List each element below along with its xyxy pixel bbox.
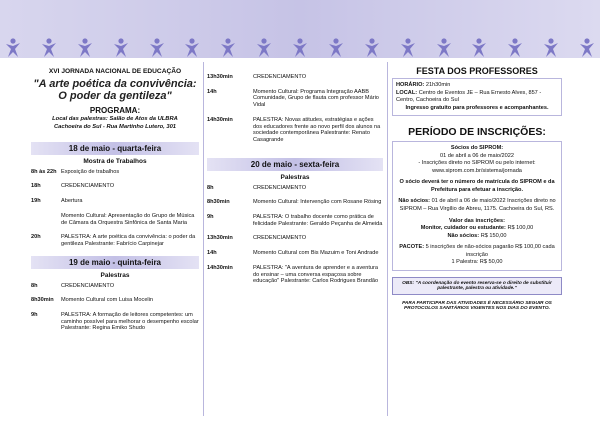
- schedule-time: 8h: [207, 184, 214, 191]
- schedule-item: [31, 169, 199, 176]
- schedule-desc: PALESTRA: "A aventura de aprender e a aventura do ensinar – uma conversa espaçosa sobre educação" Palestrante: Carlos Rodrigues Brandão: [253, 264, 379, 285]
- schedule-item: [207, 74, 383, 81]
- ingresso-note: Ingresso gratuito para professores e acompanhantes.: [405, 104, 549, 111]
- person-figure-icon: [4, 38, 22, 58]
- person-figure-icon: [219, 38, 237, 58]
- schedule-item: [31, 213, 199, 226]
- person-figure-icon: [578, 38, 596, 58]
- schedule-desc: CREDENCIAMENTO: [61, 282, 115, 289]
- person-figure-icon: [183, 38, 201, 58]
- schedule-item: [31, 283, 199, 290]
- schedule-desc: PALESTRA: A formação de leitores competentes: um caminho possível para melhorar o desempenho escolar Palestrante: Regina Emiko Shudo: [61, 312, 199, 332]
- schedule-item: [207, 235, 383, 242]
- schedule-desc: Momento Cultural: Intervenção com Rosane Rösing: [253, 199, 382, 206]
- column-2: [207, 62, 383, 418]
- person-figure-icon: [40, 38, 58, 58]
- day-header: 18 de maio - quarta-feira: [31, 142, 199, 155]
- column-1: [31, 62, 199, 418]
- schedule-desc: Momento Cultural: Programa Integração AABB Comunidade, Grupo de flauta com professor Mário Vidal: [253, 88, 379, 109]
- schedule-time: 13h30min: [207, 235, 233, 242]
- person-figure-icon: [112, 38, 130, 58]
- inscricoes-box: Sócios do SIPROM: 01 de abril a 06 de maio/2022 - Inscrições direto no SIPROM ou pelo internet: www.siprom.com.br/sistema/jornada O sócio deverá ter o número de matrícula do SIPROM e da Prefeitura para efetuar a inscrição. Não sócios: 01 de abril a 06 de maio/2022 Inscrições direto no SIPROM – Rua Virgílio de Abreu, 1175. Cachoeira do Sul, RS. Valor das inscrições: Monitor, cuidador ou estudante: R$ 100,00 Não sócios: R$ 150,00 PACOTE: 5 inscrições de não-sócios pagarão R$ 100,00 cada inscrição 1 Palestra: R$ 50,00: [392, 141, 562, 271]
- day-subtitle: Palestras: [280, 173, 310, 181]
- schedule-item: [207, 214, 383, 227]
- person-figure-icon: [148, 38, 166, 58]
- person-figure-icon: [291, 38, 309, 58]
- person-figure-icon: [255, 38, 273, 58]
- footer-note: PARA PARTICIPAR DAS ATIVIDADES É NECESSÁRIO SEGUIR OS PROTOCOLOS SANITÁRIOS VIGENTES NOS DIAS DO EVENTO.: [402, 300, 552, 311]
- person-figure-icon: [399, 38, 417, 58]
- column-divider: [203, 62, 204, 416]
- schedule-item: [207, 89, 383, 109]
- person-figure-icon: [363, 38, 381, 58]
- schedule-item: [207, 199, 383, 206]
- person-figure-icon: [327, 38, 345, 58]
- day-subtitle: Palestras: [100, 271, 130, 279]
- schedule-list: [31, 169, 199, 248]
- schedule-item: [31, 297, 199, 304]
- person-figure-icon: [435, 38, 453, 58]
- schedule-item: [207, 250, 383, 257]
- festa-box: HORÁRIO: 21h30min LOCAL: Centro de Eventos JE – Rua Ernesto Alves, 857 - Centro, Cachoeira do Sul Ingresso gratuito para professores e acompanhantes.: [392, 78, 562, 116]
- schedule-desc: CREDENCIAMENTO: [253, 235, 307, 242]
- schedule-item: [31, 198, 199, 205]
- schedule-time: 8h: [31, 282, 38, 289]
- schedule-item: [31, 183, 199, 190]
- schedule-desc: PALESTRA: Novas atitudes, estratégias e ações dos educadores frente ao novo perfil dos alunos na sociedade contemporânea Palestrante: Renato Casagrande: [253, 116, 381, 143]
- day-header: 19 de maio - quinta-feira: [31, 256, 199, 269]
- obs-note: OBS: "A coordenação do evento reserva-se o direito de substituir palestrante, palestra ou atividade.": [392, 277, 562, 295]
- person-figure-icon: [470, 38, 488, 58]
- day-header: 20 de maio - sexta-feira: [207, 158, 383, 171]
- schedule-desc: Momento Cultural: Apresentação do Grupo de Música de Câmara da Orquestra Sinfônica de Santa Maria: [61, 212, 195, 226]
- schedule-desc: Momento Cultural com Bis Mazuim e Toni Andrade: [253, 250, 379, 257]
- schedule-time: 8h30min: [207, 199, 230, 206]
- schedule-desc: PALESTRA: A arte poética da convivência: o poder da gentileza Palestrante: Fabrício Carpinejar: [61, 234, 196, 247]
- person-figure-icon: [76, 38, 94, 58]
- column-3: [392, 62, 562, 418]
- schedule-time: 14h30min: [207, 264, 233, 271]
- schedule-time: 18h: [31, 183, 41, 190]
- schedule-item: [31, 234, 199, 247]
- schedule-desc: Momento Cultural com Luisa Mocelin: [61, 297, 154, 304]
- schedule-list: [31, 283, 199, 333]
- schedule-item: [207, 117, 383, 144]
- schedule-desc: Abertura: [61, 198, 83, 205]
- event-title: XVI JORNADA NACIONAL DE EDUCAÇÃO: [48, 68, 182, 75]
- schedule-item: [207, 265, 383, 285]
- schedule-item: [31, 312, 199, 332]
- tagline: "A arte poética da convivência: O poder da gentileza": [33, 77, 197, 102]
- schedule-desc: PALESTRA: O trabalho docente como prática de felicidade Palestrante: Geraldo Peçanha de Almeida: [253, 214, 383, 227]
- people-figures-row: [4, 38, 596, 60]
- schedule-list: [207, 74, 383, 144]
- schedule-desc: Exposição de trabalhos: [61, 168, 120, 175]
- person-figure-icon: [542, 38, 560, 58]
- schedule-time: 9h: [31, 312, 38, 319]
- schedule-time: 9h: [207, 214, 214, 221]
- schedule-time: 14h: [207, 250, 217, 257]
- schedule-time: 8h30min: [31, 297, 54, 304]
- schedule-time: 14h30min: [207, 116, 233, 123]
- schedule-desc: CREDENCIAMENTO: [253, 74, 307, 80]
- schedule-time: 8h às 22h: [31, 168, 57, 175]
- schedule-list: [207, 185, 383, 285]
- schedule-time: 19h: [31, 198, 41, 205]
- schedule-time: 13h30min: [207, 74, 233, 80]
- local-info: Local das palestras: Salão de Atos da ULBRA Cachoeira do Sul - Rua Martinho Lutero, 301: [52, 116, 178, 130]
- schedule-item: [207, 185, 383, 192]
- day-subtitle: Mostra de Trabalhos: [83, 157, 147, 165]
- festa-title: FESTA DOS PROFESSORES: [416, 66, 538, 76]
- person-figure-icon: [506, 38, 524, 58]
- periodo-title: PERÍODO DE INSCRIÇÕES:: [408, 126, 546, 139]
- schedule-time: 20h: [31, 234, 41, 241]
- schedule-time: [31, 213, 61, 226]
- schedule-desc: CREDENCIAMENTO: [61, 183, 115, 190]
- schedule-time: 14h: [207, 88, 217, 95]
- column-divider: [387, 62, 388, 416]
- schedule-desc: CREDENCIAMENTO: [253, 184, 307, 191]
- socios-web: - Inscrições direto no SIPROM ou pelo internet: www.siprom.com.br/sistema/jornada: [418, 160, 536, 174]
- programa-heading: PROGRAMA:: [89, 106, 141, 116]
